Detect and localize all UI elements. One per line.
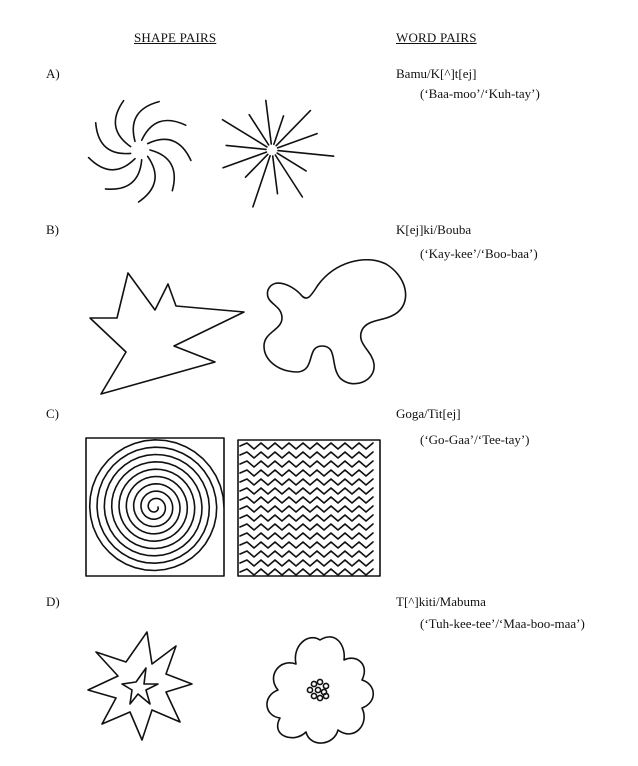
pinwheel-arm [148, 139, 191, 160]
row-b-word-pair: K[ej]ki/Bouba [396, 222, 472, 237]
pinwheel-arm [106, 160, 142, 189]
zigzag-line [240, 569, 373, 575]
center-dot [307, 687, 312, 692]
row-a-label: A) [46, 66, 60, 81]
zigzag-line [240, 551, 373, 557]
row-b-pronunciation: (‘Kay-kee’/‘Boo-baa’) [420, 246, 538, 261]
zigzag-line [240, 497, 373, 503]
starburst-ray [253, 156, 270, 207]
pinwheel-arm [89, 158, 135, 170]
zigzag-line [240, 515, 373, 521]
center-dot [315, 687, 320, 692]
pinwheel-arm [133, 102, 159, 142]
zigzag-line [240, 524, 373, 530]
zigzag-line [240, 533, 373, 539]
starburst-lines-shape [223, 100, 334, 206]
center-dot [317, 679, 322, 684]
spiral-lines [90, 440, 224, 571]
zigzag-line [240, 506, 373, 512]
row-a-pronunciation: (‘Baa-moo’/‘Kuh-tay’) [420, 86, 540, 101]
starburst-ray [276, 111, 310, 146]
shape-pairs-header: SHAPE PAIRS [134, 30, 217, 45]
starburst-ray [223, 152, 266, 168]
starburst-ray [278, 134, 318, 148]
center-dot [323, 693, 328, 698]
center-dots [307, 679, 328, 700]
row-b-label: B) [46, 222, 59, 237]
starburst-ray [278, 151, 334, 157]
row-a-word-pair: Bamu/K[^]t[ej] [396, 66, 477, 81]
spiky-polygon-shape [90, 273, 244, 394]
inner-star-shape [122, 668, 158, 704]
zigzag-line [240, 452, 373, 458]
row-c-pronunciation: (‘Go-Gaa’/‘Tee-tay’) [420, 432, 530, 447]
word-pairs-header: WORD PAIRS [396, 30, 477, 45]
starburst-ray [275, 155, 302, 197]
zigzag-line [240, 488, 373, 494]
center-dot [317, 695, 322, 700]
zigzag-lines [240, 443, 373, 575]
zigzag-line [240, 479, 373, 485]
starburst-ray [266, 100, 272, 144]
rounded-blob-shape [264, 260, 406, 384]
zigzag-line [240, 461, 373, 467]
center-dot [311, 693, 316, 698]
row-d-label: D) [46, 594, 60, 609]
row-d-word-pair: T[^]kiti/Mabuma [396, 594, 486, 609]
row-d-pronunciation: (‘Tuh-kee-tee’/‘Maa-boo-maa’) [420, 616, 585, 631]
starburst-ray [226, 145, 266, 149]
starburst-ray [277, 153, 306, 171]
row-c-label: C) [46, 406, 59, 421]
center-dot [323, 683, 328, 688]
pinwheel-curves-shape [89, 101, 191, 202]
zigzag-line [240, 470, 373, 476]
pinwheel-arm [142, 121, 186, 141]
row-c-word-pair: Goga/Tit[ej] [396, 406, 461, 421]
starburst-ray [273, 156, 278, 194]
zigzag-line [240, 443, 373, 449]
pinwheel-arm [115, 101, 130, 147]
starburst-ray [249, 115, 269, 145]
zigzag-line [240, 542, 373, 548]
center-dot [311, 681, 316, 686]
zigzag-line [240, 560, 373, 566]
pinwheel-arm [96, 123, 131, 154]
outer-star-shape [88, 632, 192, 740]
